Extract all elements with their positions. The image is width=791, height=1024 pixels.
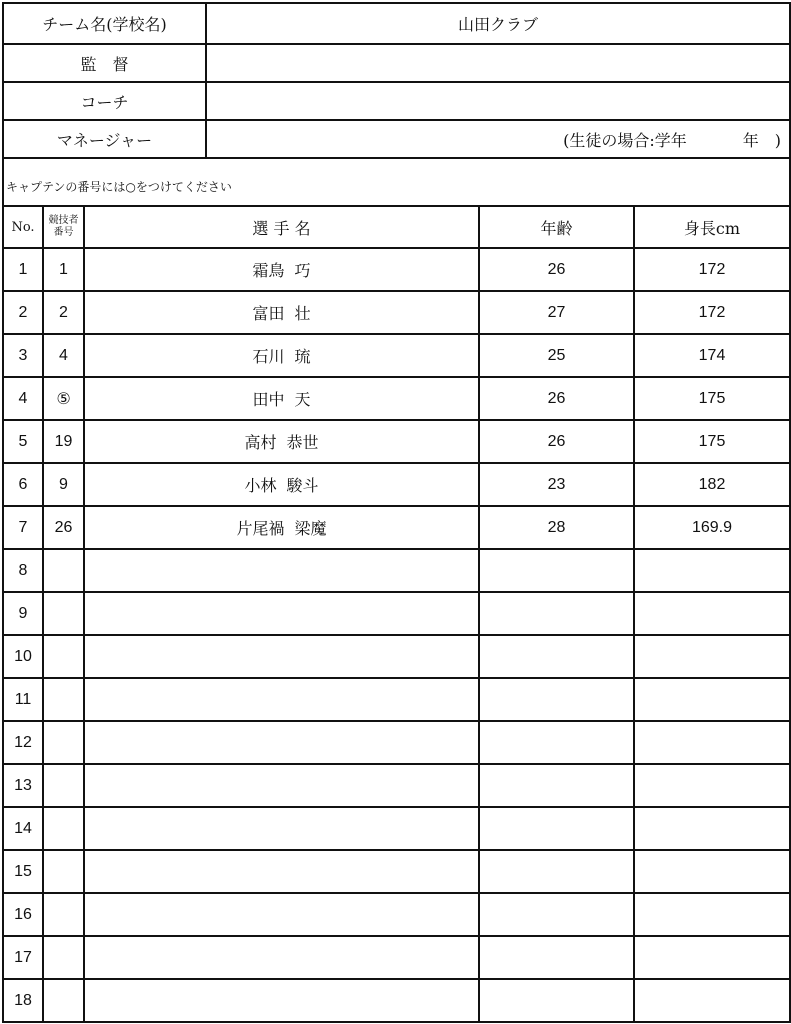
table-row — [3, 248, 790, 291]
student-grade-prefix: (生徒の場合:学年 — [563, 130, 687, 150]
player-no: 9 — [3, 592, 43, 635]
player-no: 17 — [3, 936, 43, 979]
player-height[interactable]: 175 — [634, 420, 790, 463]
player-height[interactable] — [634, 549, 790, 592]
player-given-name: 巧 — [294, 261, 311, 280]
player-age[interactable] — [479, 893, 634, 936]
player-no: 7 — [3, 506, 43, 549]
player-height[interactable]: 175 — [634, 377, 790, 420]
player-bib[interactable] — [43, 678, 84, 721]
player-age[interactable] — [479, 807, 634, 850]
player-height[interactable] — [634, 893, 790, 936]
player-given-name: 梁魔 — [294, 519, 327, 538]
player-surname: 田中 — [252, 390, 285, 409]
player-no: 4 — [3, 377, 43, 420]
player-rows — [3, 248, 790, 1022]
player-name[interactable] — [84, 893, 479, 936]
table-row — [3, 506, 790, 549]
player-age[interactable] — [479, 635, 634, 678]
player-bib[interactable] — [43, 764, 84, 807]
player-age[interactable]: 25 — [479, 334, 634, 377]
player-name[interactable] — [84, 463, 479, 506]
player-bib[interactable] — [43, 850, 84, 893]
player-given-name: 壮 — [294, 304, 311, 323]
player-bib[interactable] — [43, 592, 84, 635]
col-no-header: No. — [3, 206, 43, 248]
coach-row — [3, 82, 790, 120]
player-bib[interactable]: 2 — [43, 291, 84, 334]
player-no: 2 — [3, 291, 43, 334]
player-table — [2, 205, 791, 1023]
player-height[interactable] — [634, 764, 790, 807]
player-bib[interactable] — [43, 635, 84, 678]
player-no: 11 — [3, 678, 43, 721]
col-height-header: 身長cm — [634, 206, 790, 248]
player-surname: 富田 — [252, 304, 285, 323]
player-height[interactable] — [634, 807, 790, 850]
player-no: 10 — [3, 635, 43, 678]
player-name[interactable] — [84, 764, 479, 807]
player-name[interactable] — [84, 549, 479, 592]
player-given-name: 駿斗 — [286, 476, 319, 495]
player-bib[interactable] — [43, 549, 84, 592]
table-row — [3, 936, 790, 979]
player-age[interactable] — [479, 592, 634, 635]
player-bib[interactable]: 1 — [43, 248, 84, 291]
player-height[interactable]: 174 — [634, 334, 790, 377]
table-row — [3, 721, 790, 764]
player-no: 12 — [3, 721, 43, 764]
player-height[interactable] — [634, 592, 790, 635]
team-info-table — [2, 2, 791, 207]
player-surname: 霜鳥 — [252, 261, 285, 280]
player-no: 8 — [3, 549, 43, 592]
col-bib-header — [43, 206, 84, 248]
table-row — [3, 377, 790, 420]
player-age[interactable] — [479, 549, 634, 592]
player-age[interactable]: 26 — [479, 377, 634, 420]
player-height[interactable] — [634, 721, 790, 764]
player-height[interactable] — [634, 635, 790, 678]
manager-field[interactable] — [206, 120, 790, 158]
player-name[interactable] — [84, 592, 479, 635]
table-row — [3, 291, 790, 334]
player-height[interactable] — [634, 979, 790, 1022]
player-bib[interactable]: 19 — [43, 420, 84, 463]
director-field[interactable] — [206, 44, 790, 82]
table-row — [3, 463, 790, 506]
team-name-row — [3, 3, 790, 44]
player-height[interactable] — [634, 936, 790, 979]
player-table-header — [3, 206, 790, 248]
col-age-header: 年齢 — [479, 206, 634, 248]
director-row — [3, 44, 790, 82]
player-age[interactable] — [479, 936, 634, 979]
player-name[interactable] — [84, 248, 479, 291]
player-bib[interactable]: 4 — [43, 334, 84, 377]
player-age[interactable] — [479, 764, 634, 807]
team-name-label: チーム名(学校名) — [3, 3, 206, 44]
table-row — [3, 893, 790, 936]
col-name-header: 選 手 名 — [84, 206, 479, 248]
player-age[interactable]: 23 — [479, 463, 634, 506]
director-label-text: 監 督 — [80, 54, 129, 74]
player-no: 18 — [3, 979, 43, 1022]
player-height[interactable] — [634, 678, 790, 721]
col-bib-header-line1: 競技者 — [48, 215, 79, 226]
player-name[interactable] — [84, 635, 479, 678]
player-surname: 石川 — [252, 347, 285, 366]
player-bib[interactable]: 9 — [43, 463, 84, 506]
table-row — [3, 979, 790, 1022]
roster-form — [2, 2, 789, 1020]
table-row — [3, 807, 790, 850]
player-surname: 高村 — [244, 433, 277, 452]
player-no: 14 — [3, 807, 43, 850]
note-row — [3, 158, 790, 206]
player-surname: 小林 — [244, 476, 277, 495]
player-bib[interactable] — [43, 721, 84, 764]
player-given-name: 恭世 — [286, 433, 319, 452]
player-name[interactable] — [84, 979, 479, 1022]
player-given-name: 天 — [294, 390, 311, 409]
player-bib[interactable] — [43, 979, 84, 1022]
player-surname: 片尾禍 — [236, 519, 285, 538]
coach-field[interactable] — [206, 82, 790, 120]
player-height[interactable]: 172 — [634, 248, 790, 291]
player-height[interactable]: 172 — [634, 291, 790, 334]
captain-note: キャプテンの番号には○をつけてください — [3, 158, 790, 206]
player-age[interactable]: 28 — [479, 506, 634, 549]
player-height[interactable] — [634, 850, 790, 893]
player-name[interactable] — [84, 334, 479, 377]
player-height[interactable]: 182 — [634, 463, 790, 506]
player-age[interactable] — [479, 678, 634, 721]
table-row — [3, 635, 790, 678]
player-name[interactable] — [84, 377, 479, 420]
table-row — [3, 420, 790, 463]
player-age[interactable]: 27 — [479, 291, 634, 334]
player-no: 13 — [3, 764, 43, 807]
director-label — [3, 44, 206, 82]
player-no: 1 — [3, 248, 43, 291]
player-name[interactable] — [84, 850, 479, 893]
player-name[interactable] — [84, 721, 479, 764]
player-given-name: 琉 — [294, 347, 311, 366]
player-height[interactable]: 169.9 — [634, 506, 790, 549]
player-bib[interactable] — [43, 893, 84, 936]
player-age[interactable] — [479, 850, 634, 893]
player-name[interactable] — [84, 506, 479, 549]
player-age[interactable]: 26 — [479, 248, 634, 291]
table-row — [3, 549, 790, 592]
player-name[interactable] — [84, 936, 479, 979]
player-name[interactable] — [84, 291, 479, 334]
student-grade-suffix: 年 ) — [742, 130, 781, 150]
player-no: 6 — [3, 463, 43, 506]
table-row — [3, 678, 790, 721]
player-name[interactable] — [84, 678, 479, 721]
player-no: 15 — [3, 850, 43, 893]
table-row — [3, 764, 790, 807]
player-age[interactable]: 26 — [479, 420, 634, 463]
player-bib[interactable]: ⑤ — [43, 377, 84, 420]
player-no: 16 — [3, 893, 43, 936]
col-bib-header-line2: 番号 — [53, 227, 74, 238]
player-no: 5 — [3, 420, 43, 463]
coach-label: コーチ — [3, 82, 206, 120]
player-no: 3 — [3, 334, 43, 377]
player-age[interactable] — [479, 721, 634, 764]
player-name[interactable] — [84, 420, 479, 463]
player-name[interactable] — [84, 807, 479, 850]
team-name-field[interactable]: 山田クラブ — [206, 3, 790, 44]
manager-label: マネージャー — [3, 120, 206, 158]
player-bib[interactable] — [43, 936, 84, 979]
player-bib[interactable]: 26 — [43, 506, 84, 549]
table-row — [3, 850, 790, 893]
player-bib[interactable] — [43, 807, 84, 850]
table-row — [3, 334, 790, 377]
manager-row — [3, 120, 790, 158]
table-row — [3, 592, 790, 635]
player-age[interactable] — [479, 979, 634, 1022]
